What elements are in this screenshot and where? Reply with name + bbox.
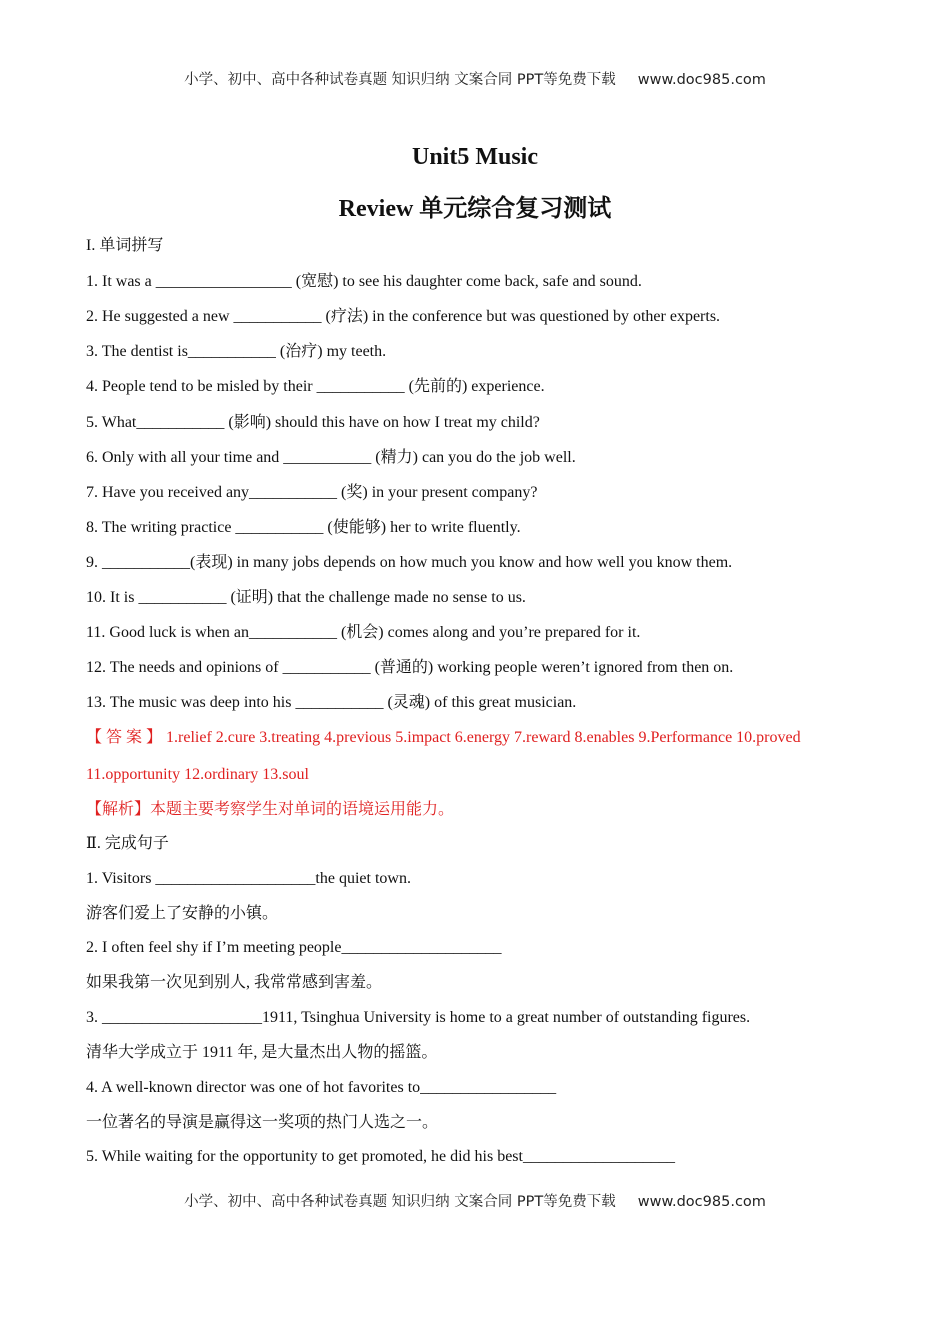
- exercise-item-12: 12. The needs and opinions of ___________ (普通的) working people weren’t ignored from then on.: [86, 659, 734, 676]
- sentence-item-1-zh: 游客们爱上了安静的小镇。: [86, 905, 279, 922]
- sentence-item-4-en: 4. A well-known director was one of hot favorites to_________________: [86, 1079, 557, 1096]
- answer-line-2: 11.opportunity 12.ordinary 13.soul: [86, 766, 309, 783]
- answer-values-1: 1.relief 2.cure 3.treating 4.previous 5.impact 6.energy 7.reward 8.enables 9.Performance 10.proved: [166, 729, 801, 746]
- answer-label: 【 答 案 】: [86, 729, 163, 746]
- exercise-item-3: 3. The dentist is___________ (治疗) my teeth.: [86, 343, 387, 360]
- exercise-item-5: 5. What___________ (影响) should this have on how I treat my child?: [86, 414, 540, 431]
- footer-text: 小学、初中、高中各种试卷真题 知识归纳 文案合同 PPT等免费下载: [184, 1194, 616, 1210]
- exercise-item-11: 11. Good luck is when an___________ (机会) comes along and you’re prepared for it.: [86, 624, 641, 641]
- section2-heading: Ⅱ. 完成句子: [86, 835, 169, 852]
- sentence-item-2-zh: 如果我第一次见到别人, 我常常感到害羞。: [86, 974, 383, 991]
- analysis-text: 【解析】本题主要考察学生对单词的语境运用能力。: [86, 801, 455, 818]
- document-title: Unit5 Music: [412, 144, 538, 170]
- exercise-item-13: 13. The music was deep into his ___________ (灵魂) of this great musician.: [86, 694, 577, 711]
- exercise-item-6: 6. Only with all your time and ___________ (精力) can you do the job well.: [86, 449, 576, 466]
- sentence-item-3-en: 3. ____________________1911, Tsinghua University is home to a great number of outstanding figures.: [86, 1009, 751, 1026]
- header-text: 小学、初中、高中各种试卷真题 知识归纳 文案合同 PPT等免费下载: [184, 72, 616, 88]
- page-header: [0, 68, 950, 89]
- sentence-item-3-zh: 清华大学成立于 1911 年, 是大量杰出人物的摇篮。: [86, 1044, 438, 1061]
- exercise-item-10: 10. It is ___________ (证明) that the challenge made no sense to us.: [86, 589, 526, 606]
- exercise-item-9: 9. ___________(表现) in many jobs depends on how much you know and how well you know them.: [86, 554, 733, 571]
- section1-heading: I. 单词拼写: [86, 237, 164, 254]
- exercise-item-7: 7. Have you received any___________ (奖) in your present company?: [86, 484, 538, 501]
- sentence-item-1-en: 1. Visitors ____________________the quiet town.: [86, 870, 411, 887]
- answer-line-1: [86, 728, 801, 748]
- exercise-item-8: 8. The writing practice ___________ (使能够) her to write fluently.: [86, 519, 521, 536]
- exercise-item-1: 1. It was a _________________ (宽慰) to see his daughter come back, safe and sound.: [86, 273, 642, 290]
- exercise-item-2: 2. He suggested a new ___________ (疗法) in the conference but was questioned by other experts.: [86, 308, 721, 325]
- document-subtitle: Review 单元综合复习测试: [338, 196, 612, 222]
- page-footer: [0, 1190, 950, 1211]
- header-site-link[interactable]: www.doc985.com: [637, 72, 766, 88]
- exercise-item-4: 4. People tend to be misled by their ___________ (先前的) experience.: [86, 378, 545, 395]
- sentence-item-5-en: 5. While waiting for the opportunity to get promoted, he did his best___________________: [86, 1148, 675, 1165]
- footer-site-link[interactable]: www.doc985.com: [637, 1194, 766, 1210]
- sentence-item-4-zh: 一位著名的导演是赢得这一奖项的热门人选之一。: [86, 1114, 439, 1131]
- sentence-item-2-en: 2. I often feel shy if I’m meeting people____________________: [86, 939, 502, 956]
